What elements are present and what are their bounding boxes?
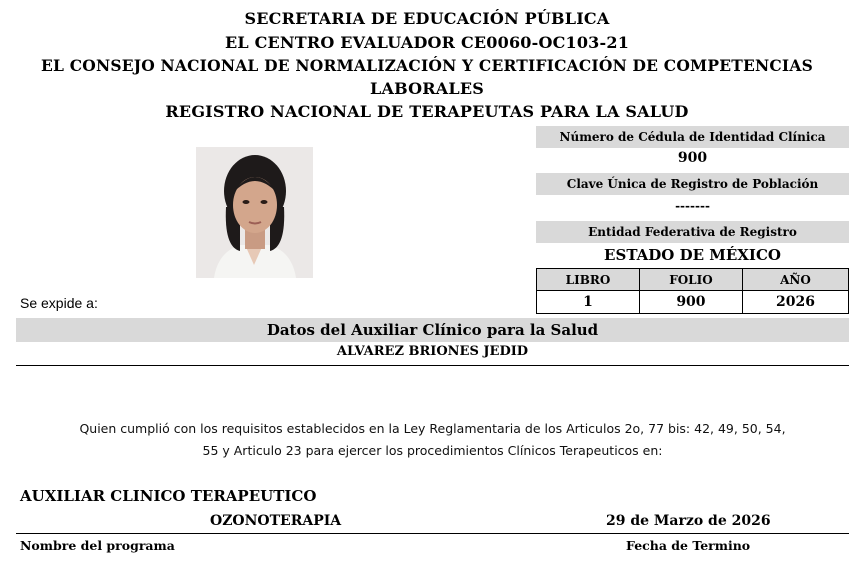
header-registro-nacional: REGISTRO NACIONAL DE TERAPEUTAS PARA LA SALUD <box>165 102 689 121</box>
header-centro-evaluador: EL CENTRO EVALUADOR CE0060-OC103-21 <box>224 33 630 52</box>
anio-header: AÑO <box>742 269 848 291</box>
anio-value: 2026 <box>742 291 848 314</box>
curp-label: Clave Única de Registro de Población <box>536 173 849 195</box>
curp-value: ------- <box>675 199 710 213</box>
person-photo <box>196 147 313 278</box>
cedula-label: Número de Cédula de Identidad Clínica <box>536 126 849 148</box>
end-date: 29 de Marzo de 2026 <box>606 513 771 529</box>
libro-header: LIBRO <box>537 269 640 291</box>
entidad-value: ESTADO DE MÉXICO <box>604 246 781 264</box>
header-secretaria: SECRETARIA DE EDUCACIÓN PÚBLICA <box>244 9 610 28</box>
person-name: ALVAREZ BRIONES JEDID <box>336 344 529 359</box>
entidad-label: Entidad Federativa de Registro <box>536 221 849 243</box>
folio-value: 900 <box>639 291 742 314</box>
libro-value: 1 <box>537 291 640 314</box>
cedula-value: 900 <box>677 150 708 166</box>
registro-value-row <box>537 291 849 314</box>
person-photo-image <box>196 147 313 278</box>
expide-label: Se expide a: <box>20 295 98 311</box>
program-name: OZONOTERAPIA <box>210 513 342 529</box>
program-divider <box>16 533 849 534</box>
requirements-line-1: Quien cumplió con los requisitos establecidos en la Ley Reglamentaria de los Articulos 2o, 77 bis: 42, 49, 50, 54, <box>79 421 786 436</box>
program-title: AUXILIAR CLINICO TERAPEUTICO <box>20 487 317 505</box>
folio-header: FOLIO <box>639 269 742 291</box>
program-name-label: Nombre del programa <box>20 538 175 553</box>
datos-title: Datos del Auxiliar Clínico para la Salud <box>16 318 849 342</box>
requirements-text <box>16 418 849 462</box>
registro-table <box>536 268 849 314</box>
name-divider <box>16 365 849 366</box>
registro-header-row <box>537 269 849 291</box>
header-laborales: LABORALES <box>370 79 484 98</box>
requirements-line-2: 55 y Articulo 23 para ejercer los procedimientos Clínicos Terapeuticos en: <box>202 443 663 458</box>
end-date-label: Fecha de Termino <box>626 538 751 553</box>
header-consejo: EL CONSEJO NACIONAL DE NORMALIZACIÓN Y CERTIFICACIÓN DE COMPETENCIAS <box>41 56 813 75</box>
